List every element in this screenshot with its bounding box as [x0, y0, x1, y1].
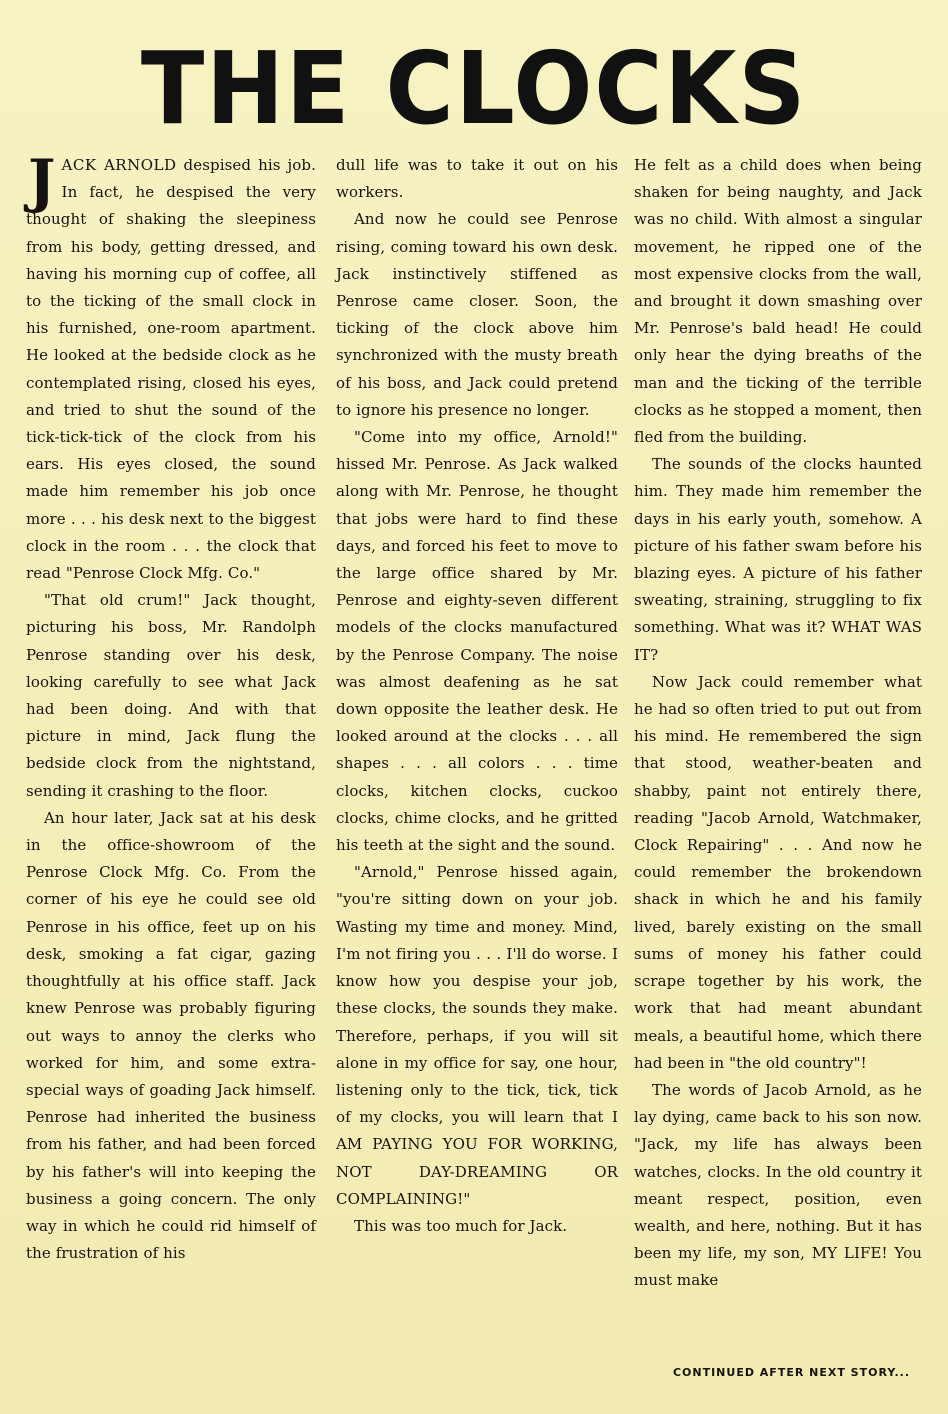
- story-title: THE CLOCKS: [140, 30, 808, 147]
- column-3: [634, 152, 922, 1295]
- paragraph: An hour later, Jack sat at his desk in the office-showroom of the Penrose Clock Mfg. Co. From the corner of his eye he could see old Penrose in his office, feet up on his desk, smoking a fat cigar, gazing thoughtfully at his office staff. Jack knew Penrose was probably figuring out ways to annoy the clerks who worked for him, and some extra-special ways of goading Jack himself. Penrose had inherited the business from his father, and had been forced by his father's will into keeping the business a going concern. The only way in which he could rid himself of the frustration of his: [26, 808, 316, 1263]
- continued-note: CONTINUED AFTER NEXT STORY...: [672, 1366, 910, 1379]
- lead-words: ACK ARNOLD: [61, 156, 177, 174]
- column-2: [336, 152, 618, 1240]
- paragraph: Now Jack could remember what he had so often tried to put out from his mind. He remembered the sign that stood, weather-beaten and shabby, paint not entirely there, reading "Jacob Arnold, Watchmaker, Clock Repairing" . . . And now he could remember the brokendown shack in which he and his family lived, barely existing on the small sums of money his father could scrape together by his work, the work that had meant abundant meals, a beautiful home, which there had been in "the old country"!: [634, 672, 922, 1072]
- column-1: [26, 147, 316, 1267]
- paragraph: And now he could see Penrose rising, coming toward his own desk. Jack instinctively stiffened as Penrose came closer. Soon, the ticking of the clock above him synchronized with the musty breath of his boss, and Jack could pretend to ignore his presence no longer.: [336, 210, 618, 419]
- paragraph: [26, 147, 316, 587]
- paragraph: The words of Jacob Arnold, as he lay dying, came back to his son now. "Jack, my life has always been watches, clocks. In the old country it meant respect, position, even wealth, and here, nothing. But it has been my life, my son, MY LIFE! You must make: [634, 1080, 922, 1290]
- paragraph: "Come into my office, Arnold!" hissed Mr. Penrose. As Jack walked along with Mr. Penrose, he thought that jobs were hard to find these days, and forced his feet to move to the large office shared by Mr. Penrose and eighty-seven different models of the clocks manufactured by the Penrose Company. The noise was almost deafening as he sat down opposite the leather desk. He looked around at the clocks . . . all shapes . . . all colors . . . time clocks, kitchen clocks, cuckoo clocks, chime clocks, and he gritted his teeth at the sight and the sound.: [336, 428, 618, 855]
- drop-cap: J: [28, 147, 56, 215]
- paragraph-text: despised his job. In fact, he despised the very thought of shaking the sleepiness from his body, getting dressed, and having his morning cup of coffee, all to the ticking of the small clock in his furnished, one-room apartment. He looked at the bedside clock as he contemplated rising, closed his eyes, and tried to shut the sound of the tick-tick-tick of the clock from his ears. His eyes closed, the sound made him remember his job once more . . . his desk next to the biggest clock in the room . . . the clock that read "Penrose Clock Mfg. Co.": [26, 156, 316, 583]
- paragraph: "Arnold," Penrose hissed again, "you're sitting down on your job. Wasting my time and money. Mind, I'm not firing you . . . I'll do worse. I know how you despise your job, these clocks, the sounds they make. Therefore, perhaps, if you will sit alone in my office for say, one hour, listening only to the tick, tick, tick of my clocks, you will learn that I AM PAYING YOU FOR WORKING, NOT DAY-DREAMING OR COMPLAINING!": [336, 863, 618, 1208]
- paragraph: This was too much for Jack.: [354, 1216, 568, 1235]
- paragraph: "That old crum!" Jack thought, picturing his boss, Mr. Randolph Penrose standing over his desk, looking carefully to see what Jack had been doing. And with that picture in mind, Jack flung the bedside clock from the nightstand, sending it crashing to the floor.: [26, 591, 316, 800]
- paragraph: dull life was to take it out on his workers.: [336, 156, 618, 202]
- paragraph: He felt as a child does when being shaken for being naughty, and Jack was no child. With almost a singular movement, he ripped one of the most expensive clocks from the wall, and brought it down smashing over Mr. Penrose's bald head! He could only hear the dying breaths of the man and the ticking of the terrible clocks as he stopped a moment, then fled from the building.: [634, 156, 922, 447]
- paragraph: The sounds of the clocks haunted him. They made him remember the days in his early youth, somehow. A picture of his father swam before his blazing eyes. A picture of his father sweating, straining, struggling to fix something. What was it? WHAT WAS IT?: [634, 455, 922, 664]
